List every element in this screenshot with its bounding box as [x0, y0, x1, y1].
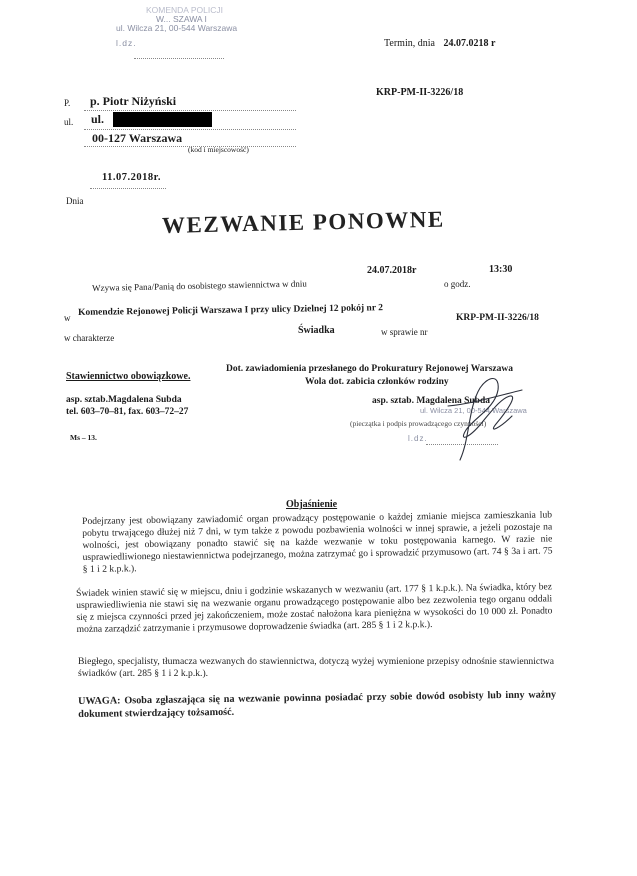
- appointment-time: 13:30: [489, 264, 513, 275]
- handwritten-signature: [440, 368, 530, 468]
- explanation-suspect: Podejrzany jest obowiązany zawiadomić organ prowadzący postępowanie o każdej zmianie miejsca zamieszkania lub pobytu trwającego dłużej niż 7 dni, w tym także z powodu pozbawienia wolności w innej sprawie, a jeżeli pozostaje na wolności, jest obowiązany ponadto stawić się na każde wezwanie w toku postępowania karnego. W razie nie usprawiedliwionego niestawiennictwa podejrzanego, można zatrzymać go i sprowadzić przymusowo (art. 74 § 3a i art. 75 § 1 i 2 k.p.k.).: [82, 509, 553, 575]
- case-description-line2: Wola dot. zabicia członków rodziny: [305, 377, 449, 387]
- street-line: [84, 129, 296, 130]
- reference-number-top: KRP-PM-II-3226/18: [376, 87, 464, 98]
- signature-ldz: l.dz.: [408, 434, 428, 443]
- appointment-place: Komendzie Rejonowej Policji Warszawa I przy ulicy Dzielnej 12 pokój nr 2: [78, 303, 384, 318]
- dnia-label: Dnia: [66, 196, 84, 206]
- warning-block: [78, 688, 556, 721]
- ldz-dotted-line: [134, 58, 224, 59]
- appointment-date: 24.07.2018r: [367, 265, 417, 276]
- explanations-heading: Objaśnienie: [286, 499, 338, 510]
- case-description-line1: Dot. zawiadomienia przesłanego do Prokuratury Rejonowej Warszawa: [226, 364, 513, 374]
- w-sprawie-label: w sprawie nr: [381, 327, 428, 337]
- signature-stamp-line: ul. Wilcza 21, 00-544 Warszawa: [420, 406, 527, 415]
- obligatory-attendance: Stawiennictwo obowiązkowe.: [66, 371, 191, 382]
- form-code: Ms – 13.: [70, 433, 97, 442]
- signature-officer-name: asp. sztab. Magdalena Subda: [372, 396, 490, 406]
- warning-label: UWAGA:: [78, 695, 121, 707]
- stamp-line-3: ul. Wilcza 21, 00-544 Warszawa: [116, 22, 238, 33]
- w-charakterze-label: w charakterze: [64, 333, 115, 343]
- explanation-witness: Świadek winien stawić się w miejscu, dniu i godzinie wskazanych w wezwaniu (art. 177 § 1 k.p.k.). Na świadka, który bez usprawiedliwienia nie stawi się na wezwanie organu prowadzącego postępowanie albo bez zezwolenia tego organu oddali się z miejsca czynności przed jej zakończeniem, może zostać nałożona kara pieniężna w wysokości do 10 000 zł. Ponadto można zarządzić zatrzymanie i przymusowe doprowadzenie świadka (art. 285 § 1 i 2 k.p.k.).: [76, 581, 553, 635]
- summons-text: Wzywa się Pana/Panią do osobistego stawiennictwa w dniu: [92, 278, 307, 293]
- o-godz-label: o godz.: [444, 279, 471, 289]
- termin-block: [384, 38, 495, 49]
- officer-phones: tel. 603–70–81, fax. 603–72–27: [66, 407, 189, 417]
- name-line: [84, 110, 296, 111]
- stamp-line-2: W... SZAWA I: [156, 13, 207, 24]
- recipient-city: 00-127 Warszawa: [92, 131, 183, 145]
- recipient-street-prefix: ul.: [91, 112, 105, 126]
- termin-label: Termin, dnia: [384, 38, 435, 49]
- police-stamp-top: [116, 6, 237, 48]
- document-date: 11.07.2018r.: [102, 172, 161, 183]
- recipient-ul-label: ul.: [64, 117, 74, 127]
- role-value: Świadka: [298, 325, 335, 336]
- stamp-line-4: l.dz.: [116, 37, 137, 48]
- case-reference-number: KRP-PM-II-3226/18: [456, 313, 539, 323]
- termin-value: 24.07.0218 r: [443, 38, 496, 49]
- w-label: w: [64, 313, 71, 323]
- recipient-p-label: P.: [64, 98, 71, 108]
- date-line: [90, 188, 166, 189]
- warning-text: Osoba zgłaszająca się na wezwanie powinna posiadać przy sobie dowód osobisty lub inny ważny dokument stwierdzający tożsamość.: [78, 689, 557, 720]
- street-redaction: [113, 112, 212, 127]
- city-caption: (kod i miejscowość): [188, 145, 249, 154]
- explanation-experts: Biegłego, specjalisty, tłumacza wezwanych do stawiennictwa, dotyczą wyżej wymienione przepisy odnośnie stawiennictwa świadków (art. 285 § 1 i 2 k.p.k.).: [78, 656, 554, 679]
- recipient-name: p. Piotr Niżyński: [90, 94, 177, 108]
- officer-name: asp. sztab.Magdalena Subda: [66, 395, 182, 405]
- document-title: WEZWANIE PONOWNE: [161, 206, 445, 238]
- stamp-line-1: KOMENDA POLICJI: [146, 5, 223, 15]
- signature-caption: (pieczątka i podpis prowadzącego czynności): [350, 419, 487, 428]
